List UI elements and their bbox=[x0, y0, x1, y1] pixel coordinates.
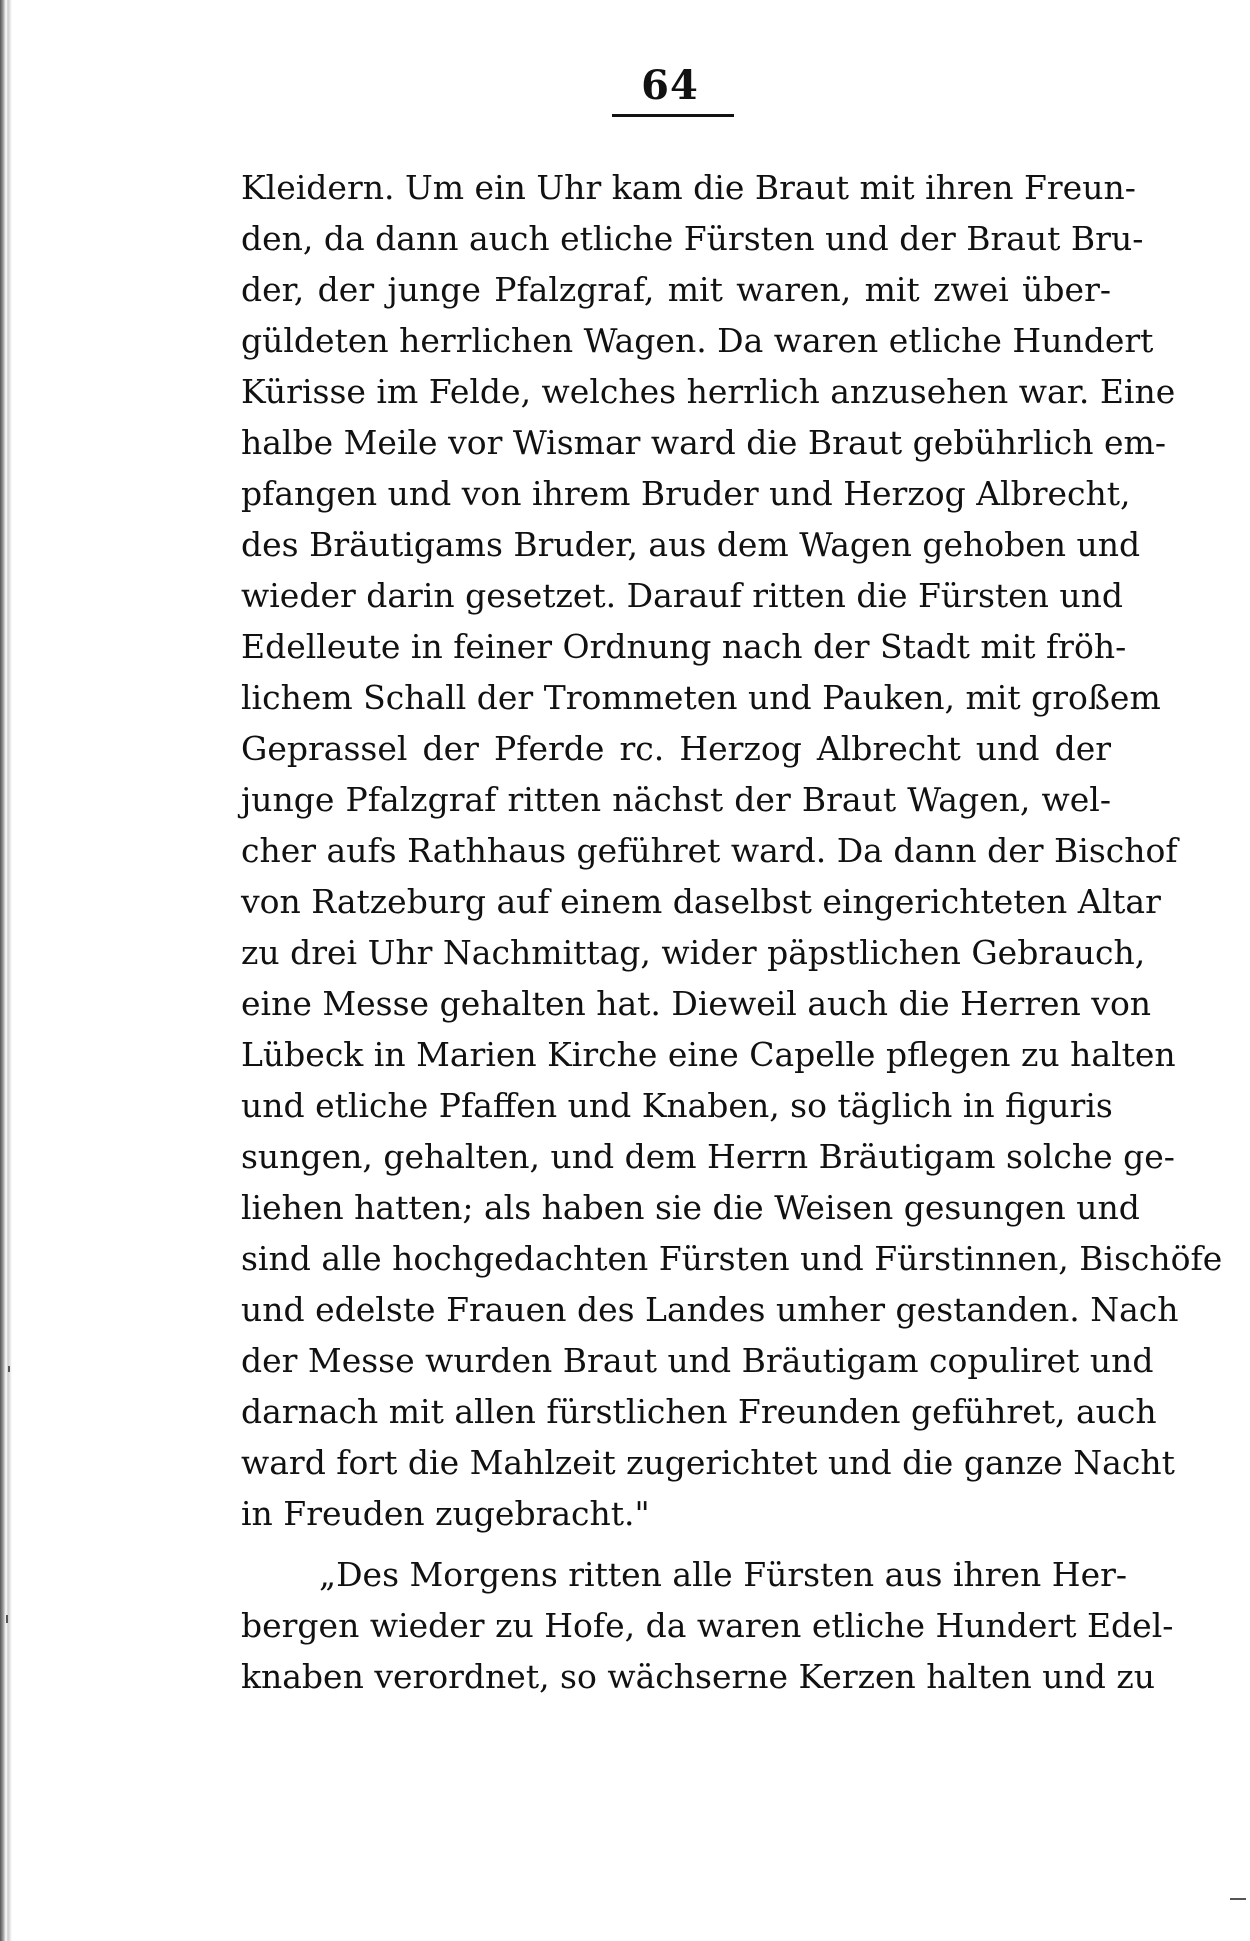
body-text bbox=[241, 162, 1223, 1702]
page-number: 64 bbox=[641, 62, 699, 109]
text-line: Lübeck in Marien Kirche eine Capelle pflegen zu halten bbox=[241, 1035, 1176, 1074]
scan-mark bbox=[8, 1366, 10, 1372]
text-line: des Bräutigams Bruder, aus dem Wagen gehoben und bbox=[241, 525, 1141, 564]
text-line: güldeten herrlichen Wagen. Da waren etliche Hundert bbox=[241, 321, 1154, 360]
page-left-edge bbox=[0, 0, 12, 1941]
text-line: „Des Morgens ritten alle Fürsten aus ihren Her- bbox=[319, 1555, 1128, 1594]
text-line: und edelste Frauen des Landes umher gestanden. Nach bbox=[241, 1290, 1179, 1329]
text-line: lichem Schall der Trommeten und Pauken, mit großem bbox=[241, 678, 1161, 717]
scan-mark bbox=[6, 1615, 8, 1623]
text-line: Kleidern. Um ein Uhr kam die Braut mit ihren Freun- bbox=[241, 168, 1136, 207]
text-line: zu drei Uhr Nachmittag, wider päpstlichen Gebrauch, bbox=[241, 933, 1146, 972]
text-line: sungen, gehalten, und dem Herrn Bräutigam solche ge- bbox=[241, 1137, 1175, 1176]
text-line: bergen wieder zu Hofe, da waren etliche Hundert Edel- bbox=[241, 1606, 1174, 1645]
text-line: Edelleute in feiner Ordnung nach der Stadt mit fröh- bbox=[241, 627, 1127, 666]
page-number-rule bbox=[612, 114, 734, 117]
text-line: liehen hatten; als haben sie die Weisen gesungen und bbox=[241, 1188, 1140, 1227]
text-line: ward fort die Mahlzeit zugerichtet und die ganze Nacht bbox=[241, 1443, 1175, 1482]
text-line: junge Pfalzgraf ritten nächst der Braut Wagen, wel- bbox=[241, 780, 1111, 819]
text-line: Kürisse im Felde, welches herrlich anzusehen war. Eine bbox=[241, 372, 1176, 411]
paragraph-2 bbox=[241, 1549, 1174, 1702]
paragraph-gap bbox=[241, 1539, 1111, 1549]
text-line: von Ratzeburg auf einem daselbst eingerichteten Altar bbox=[241, 882, 1161, 921]
text-line: in Freuden zugebracht." bbox=[241, 1494, 650, 1533]
text-line: knaben verordnet, so wächserne Kerzen halten und zu bbox=[241, 1657, 1156, 1696]
text-line: Geprassel der Pferde rc. Herzog Albrecht und der bbox=[241, 729, 1111, 768]
text-line: eine Messe gehalten hat. Dieweil auch die Herren von bbox=[241, 984, 1152, 1023]
text-line: der Messe wurden Braut und Bräutigam copuliret und bbox=[241, 1341, 1154, 1380]
text-line: cher aufs Rathhaus geführet ward. Da dann der Bischof bbox=[241, 831, 1178, 870]
text-line: den, da dann auch etliche Fürsten und der Braut Bru- bbox=[241, 219, 1144, 258]
text-line: darnach mit allen fürstlichen Freunden geführet, auch bbox=[241, 1392, 1157, 1431]
scan-mark bbox=[1230, 1898, 1246, 1900]
text-line: der, der junge Pfalzgraf, mit waren, mit zwei über- bbox=[241, 270, 1111, 309]
text-line: wieder darin gesetzet. Darauf ritten die Fürsten und bbox=[241, 576, 1124, 615]
text-line: halbe Meile vor Wismar ward die Braut gebührlich em- bbox=[241, 423, 1166, 462]
text-line: pfangen und von ihrem Bruder und Herzog Albrecht, bbox=[241, 474, 1131, 513]
text-line: sind alle hochgedachten Fürsten und Fürstinnen, Bischöfe bbox=[241, 1239, 1223, 1278]
text-line: und etliche Pfaffen und Knaben, so täglich in figuris bbox=[241, 1086, 1113, 1125]
paragraph-1 bbox=[241, 162, 1223, 1539]
